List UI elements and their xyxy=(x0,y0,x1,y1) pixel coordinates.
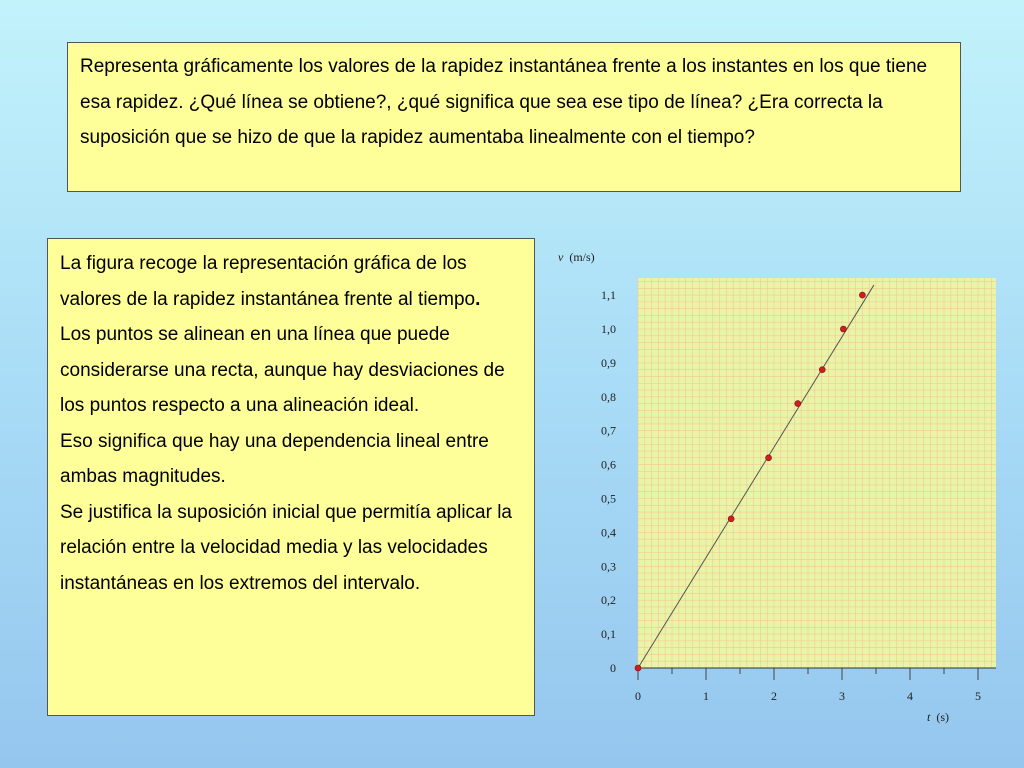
y-axis-unit: (m/s) xyxy=(569,250,595,264)
y-tick-label: 1,0 xyxy=(601,322,616,336)
answer-paragraph-1-text: La figura recoge la representación gráfica de los valores de la rapidez instantánea frente al tiempo xyxy=(60,253,476,310)
data-point xyxy=(840,326,846,332)
y-tick-label: 0,8 xyxy=(601,389,616,404)
chart-grid xyxy=(638,278,996,668)
velocity-time-chart xyxy=(548,240,1008,740)
data-point xyxy=(766,455,772,461)
data-point xyxy=(859,292,865,298)
answer-paragraph-4: Se justifica la suposición inicial que permitía aplicar la relación entre la velocidad media y las velocidades instantáneas en los extremos del intervalo. xyxy=(60,501,513,594)
x-tick-label: 1 xyxy=(703,689,709,703)
data-point xyxy=(795,401,801,407)
answer-paragraph-1-end: . xyxy=(475,288,481,310)
data-point xyxy=(819,367,825,373)
x-tick-label: 2 xyxy=(771,689,777,703)
y-tick-label: 0,5 xyxy=(601,491,616,506)
answer-box xyxy=(47,238,535,716)
x-tick-label: 0 xyxy=(635,689,641,703)
x-axis-unit: (s) xyxy=(936,710,950,724)
y-tick-label: 0,9 xyxy=(601,355,616,370)
x-tick-label: 3 xyxy=(839,689,845,703)
y-tick-label: 0 xyxy=(610,661,616,675)
answer-paragraph-3: Eso significa que hay una dependencia lineal entre ambas magnitudes. xyxy=(60,430,489,487)
y-axis-var: v xyxy=(558,250,564,264)
x-tick-label: 4 xyxy=(907,689,913,703)
y-tick-label: 0,6 xyxy=(601,457,616,472)
x-axis-var: t xyxy=(927,710,931,724)
answer-paragraph-2: Los puntos se alinean en una línea que puede considerarse una recta, aunque hay desviaciones de los puntos respecto a una alineación ideal. xyxy=(60,324,505,416)
y-tick-label: 0,1 xyxy=(601,627,616,642)
y-tick-label: 0,2 xyxy=(601,593,616,608)
x-tick-label: 5 xyxy=(975,689,981,703)
y-tick-label: 1,1 xyxy=(601,288,616,303)
question-box xyxy=(67,42,961,192)
y-tick-label: 0,7 xyxy=(601,423,616,438)
answer-paragraph-1 xyxy=(60,246,522,317)
grid-background xyxy=(638,278,996,668)
question-text: Representa gráficamente los valores de la rapidez instantánea frente a los instantes en los que tiene esa rapidez. ¿Qué línea se obtiene?, ¿qué significa que sea ese tipo de línea? ¿Era correcta la suposición que se hizo de que la rapidez aumentaba linealmente con el tiempo? xyxy=(80,56,928,148)
data-point xyxy=(728,516,734,522)
x-axis-label xyxy=(927,710,949,724)
y-tick-label: 0,4 xyxy=(601,525,616,540)
y-tick-label: 0,3 xyxy=(601,559,616,574)
data-point xyxy=(635,665,641,671)
y-axis-label xyxy=(558,250,595,264)
